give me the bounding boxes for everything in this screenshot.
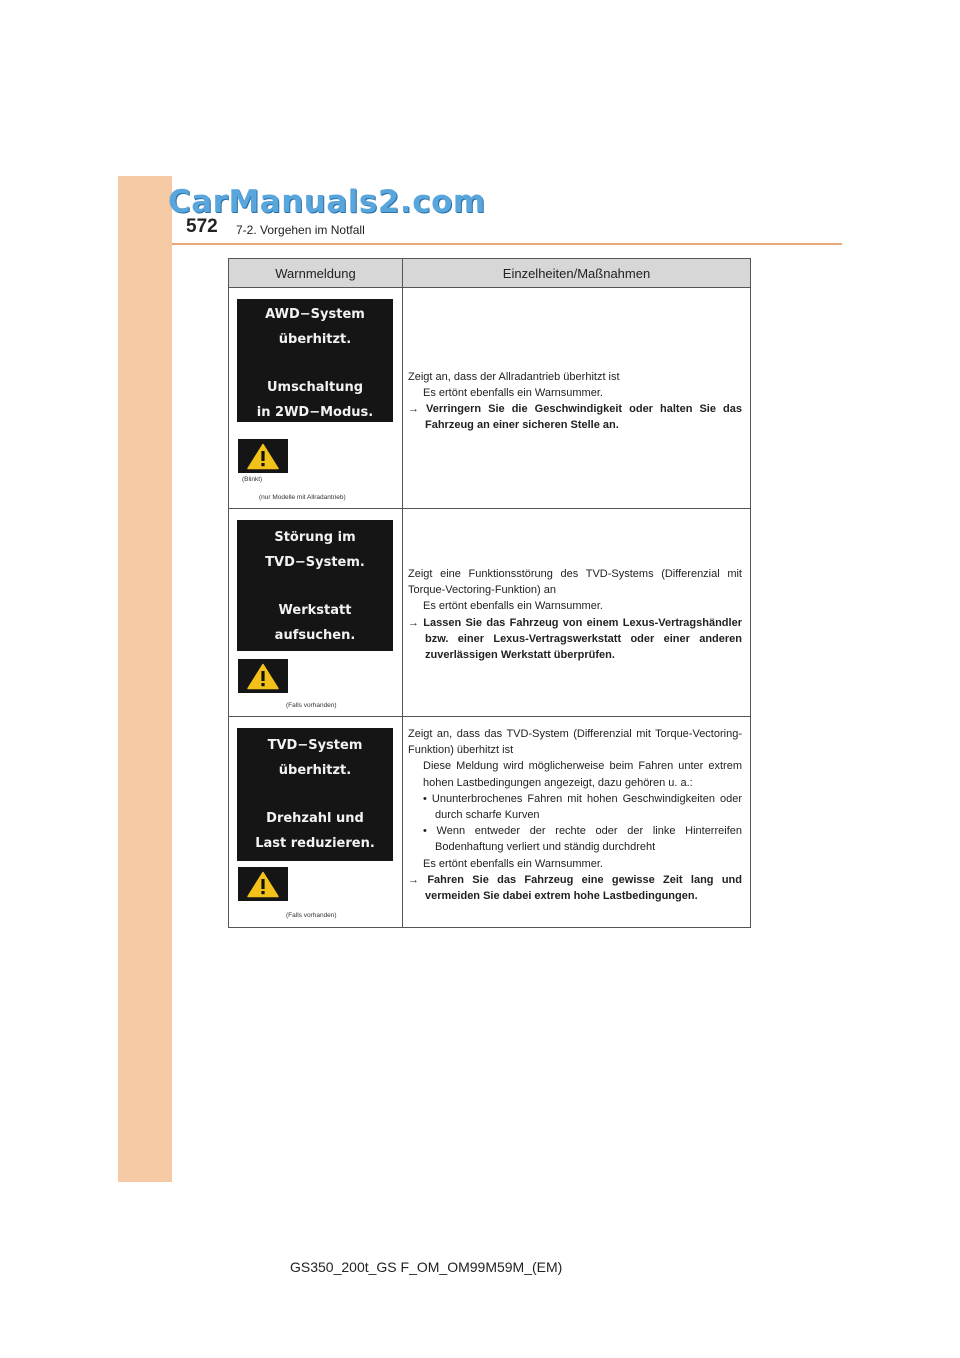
- warning-image-cell: [229, 288, 403, 509]
- screen-line: TVD−System: [267, 738, 363, 753]
- details-text: [403, 717, 750, 904]
- screen-line: in 2WD−Modus.: [256, 404, 374, 420]
- table-header-row: [229, 259, 751, 288]
- screen-line: aufsuchen.: [274, 627, 356, 643]
- action-text: → Verringern Sie die Geschwindigkeit oder halten Sie das Fahrzeug an einer sicheren Stelle an.: [408, 403, 742, 432]
- action-text: → Lassen Sie das Fahrzeug von einem Lexus-Vertragshändler bzw. einer Lexus-Vertragswerkstatt oder einer anderen zuverlässigen Werkstatt überprüfen.: [408, 616, 742, 661]
- warning-triangle-icon: [247, 443, 279, 470]
- model-note: (nur Modelle mit Allradantrieb): [259, 494, 346, 501]
- watermark-logo: CarManuals2.com: [168, 184, 486, 220]
- warning-image-cell: [229, 509, 403, 717]
- page-number: 572: [186, 216, 218, 237]
- blink-note: (Blinkt): [242, 476, 263, 483]
- column-header-warning: Warnmeldung: [229, 259, 403, 288]
- buzzer-note: Es ertönt ebenfalls ein Warnsummer.: [423, 386, 603, 399]
- display-screen: [237, 728, 393, 861]
- details-cell: [403, 509, 751, 717]
- buzzer-note: Es ertönt ebenfalls ein Warnsummer.: [423, 857, 603, 870]
- screen-line: TVD−System.: [265, 554, 365, 570]
- screen-line: Last reduzieren.: [255, 835, 375, 851]
- table-row: [229, 288, 751, 509]
- column-header-details: Einzelheiten/Maßnahmen: [403, 259, 751, 288]
- document-code-footer: GS350_200t_GS F_OM_OM99M59M_(EM): [290, 1259, 563, 1275]
- screen-line: überhitzt.: [278, 762, 352, 778]
- header-divider: [172, 243, 842, 245]
- warning-light: [238, 867, 288, 901]
- screen-line: überhitzt.: [278, 331, 352, 347]
- table-row: [229, 509, 751, 717]
- warning-light: [238, 439, 288, 473]
- display-screen: [237, 299, 393, 422]
- condition-note: Diese Meldung wird möglicherweise beim Fahren unter extrem hohen Lastbedingungen angezeigt, dazu gehören u. a.:: [423, 760, 742, 789]
- details-text: [403, 562, 750, 663]
- warning-triangle-icon: [247, 663, 279, 690]
- action-text: → Fahren Sie das Fahrzeug eine gewisse Zeit lang und vermeiden Sie dabei extrem hohe Lastbedingungen.: [408, 873, 742, 903]
- bullet-item: • Wenn entweder der rechte oder der linke Hinterreifen Bodenhaftung verliert und ständig durchdreht: [423, 825, 742, 854]
- display-screen: [237, 520, 393, 651]
- availability-note: (Falls vorhanden): [286, 912, 337, 919]
- chapter-side-band: [118, 176, 172, 1182]
- table-row: [229, 717, 751, 928]
- screen-line: Drehzahl und: [266, 811, 364, 826]
- buzzer-note: Es ertönt ebenfalls ein Warnsummer.: [423, 600, 603, 613]
- warning-message-table: [228, 258, 751, 928]
- section-title: 7-2. Vorgehen im Notfall: [236, 223, 365, 237]
- details-text: [403, 363, 750, 434]
- screen-line: Störung im: [274, 530, 356, 545]
- availability-note: (Falls vorhanden): [286, 702, 337, 709]
- screen-line: Werkstatt: [278, 603, 352, 618]
- warning-triangle-icon: [247, 871, 279, 898]
- warning-light: [238, 659, 288, 693]
- warning-image-cell: [229, 717, 403, 928]
- description-text: Zeigt eine Funktionsstörung des TVD-Systems (Differenzial mit Torque-Vectoring-Funktion) an: [408, 567, 742, 597]
- description-text: Zeigt an, dass das TVD-System (Differenzial mit Torque-Vectoring-Funktion) überhitzt ist: [408, 728, 742, 757]
- description-text: Zeigt an, dass der Allradantrieb überhitzt ist: [408, 370, 620, 383]
- screen-line: Umschaltung: [266, 380, 364, 395]
- details-cell: [403, 717, 751, 928]
- details-cell: [403, 288, 751, 509]
- screen-line: AWD−System: [265, 307, 365, 322]
- bullet-item: • Ununterbrochenes Fahren mit hohen Geschwindigkeiten oder durch scharfe Kurven: [423, 792, 742, 822]
